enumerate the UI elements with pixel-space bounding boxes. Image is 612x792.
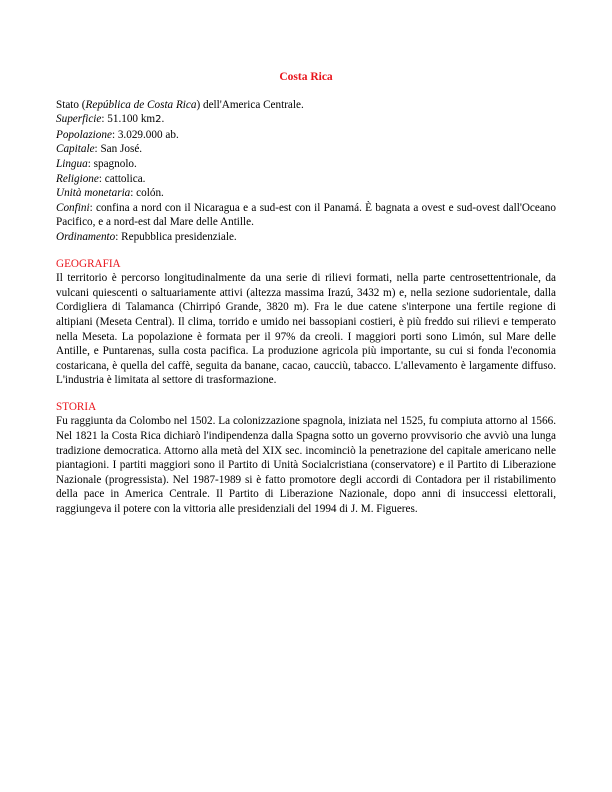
fact-label: Capitale: [56, 143, 95, 156]
fact-value: : San José.: [94, 143, 143, 156]
fact-label: Religione: [56, 172, 99, 185]
fact-label: Confini: [56, 201, 90, 214]
fact-value: : 3.029.000 ab.: [111, 128, 179, 141]
page-title: Costa Rica: [279, 71, 333, 83]
fact-end: .: [161, 113, 165, 126]
fact-moneta: [56, 186, 556, 201]
document-page: [56, 70, 556, 517]
section-heading-storia: STORIA: [56, 400, 97, 413]
unit-exponent: 2: [155, 114, 162, 126]
fact-value: : Repubblica presidenziale.: [115, 230, 237, 243]
fact-value: : cattolica.: [98, 172, 146, 185]
fact-religione: [56, 172, 556, 187]
official-name: República de Costa Rica: [85, 98, 197, 111]
fact-value: : colón.: [130, 187, 164, 200]
fact-label: Superficie: [56, 113, 102, 126]
section-heading-geografia: GEOGRAFIA: [56, 257, 121, 270]
fact-label: Unità monetaria: [56, 187, 131, 200]
fact-value: : confina a nord con il Nicaragua e a sud-est con il Panamá. È bagnata a ovest e sud-ovest dall'Oceano Pacifico, e a nord-est dal Mare delle Antille.: [56, 201, 556, 229]
fact-label: Lingua: [56, 157, 88, 170]
fact-value: : spagnolo.: [87, 157, 137, 170]
intro-line: [56, 98, 556, 113]
section-text-storia: Fu raggiunta da Colombo nel 1502. La colonizzazione spagnola, iniziata nel 1525, fu compiuta attorno al 1566. Nel 1821 la Costa Rica dichiarò l'indipendenza dalla Spagna sotto un governo provvisorio che avviò una lunga tradizione democratica. Attorno alla metà del XIX sec. incominciò la penetrazione del capitale americano nelle piantagioni. I partiti maggiori sono il Partito di Unità Socialcristiana (conservatore) e il Partito di Liberazione Nazionale (progressista). Nel 1987-1989 si è fatto promotore degli accordi di Contadora per il ristabilimento della pace in America Centrale. Il Partito di Liberazione Nazionale, dopo anni di insuccessi elettorali, raggiungeva il potere con la vittoria alle presidenziali del 1994 di J. M. Figueres.: [56, 415, 556, 516]
fact-lingua: [56, 157, 556, 172]
fact-popolazione: [56, 128, 556, 143]
fact-capitale: [56, 142, 556, 157]
fact-ordinamento: [56, 230, 556, 245]
fact-superficie: [56, 112, 556, 128]
intro-prefix: Stato (: [56, 98, 86, 111]
intro-suffix: ) dell'America Centrale.: [196, 98, 304, 111]
fact-value: : 51.100 km: [101, 113, 156, 126]
fact-label: Ordinamento: [56, 230, 116, 243]
section-text-geografia: Il territorio è percorso longitudinalmente da una serie di rilievi formati, nella parte centrosettentrionale, da vulcani quiescenti o saltuariamente attivi (altezza massima Irazú, 3432 m) e, nella sezione sudorientale, dalla Cordigliera di Talamanca (Chirripó Grande, 3820 m). Fra le due catene s'interpone una fertile regione di altipiani (Meseta Central). Il clima, torrido e umido nei bassopiani costieri, è più freddo sui rilievi e temperato nella Meseta. La popolazione è formata per il 97% da creoli. I maggiori porti sono Limón, sul Mare delle Antille, e Puntarenas, sulla costa pacifica. La produzione agricola più importante, su cui si fonda l'economia costaricana, è quella del caffè, seguita da banane, cacao, caucciù, tabacco. L'allevamento è largamente diffuso. L'industria è limitata al settore di trasformazione.: [56, 272, 556, 387]
fact-label: Popolazione: [56, 128, 112, 141]
fact-confini: [56, 201, 556, 230]
